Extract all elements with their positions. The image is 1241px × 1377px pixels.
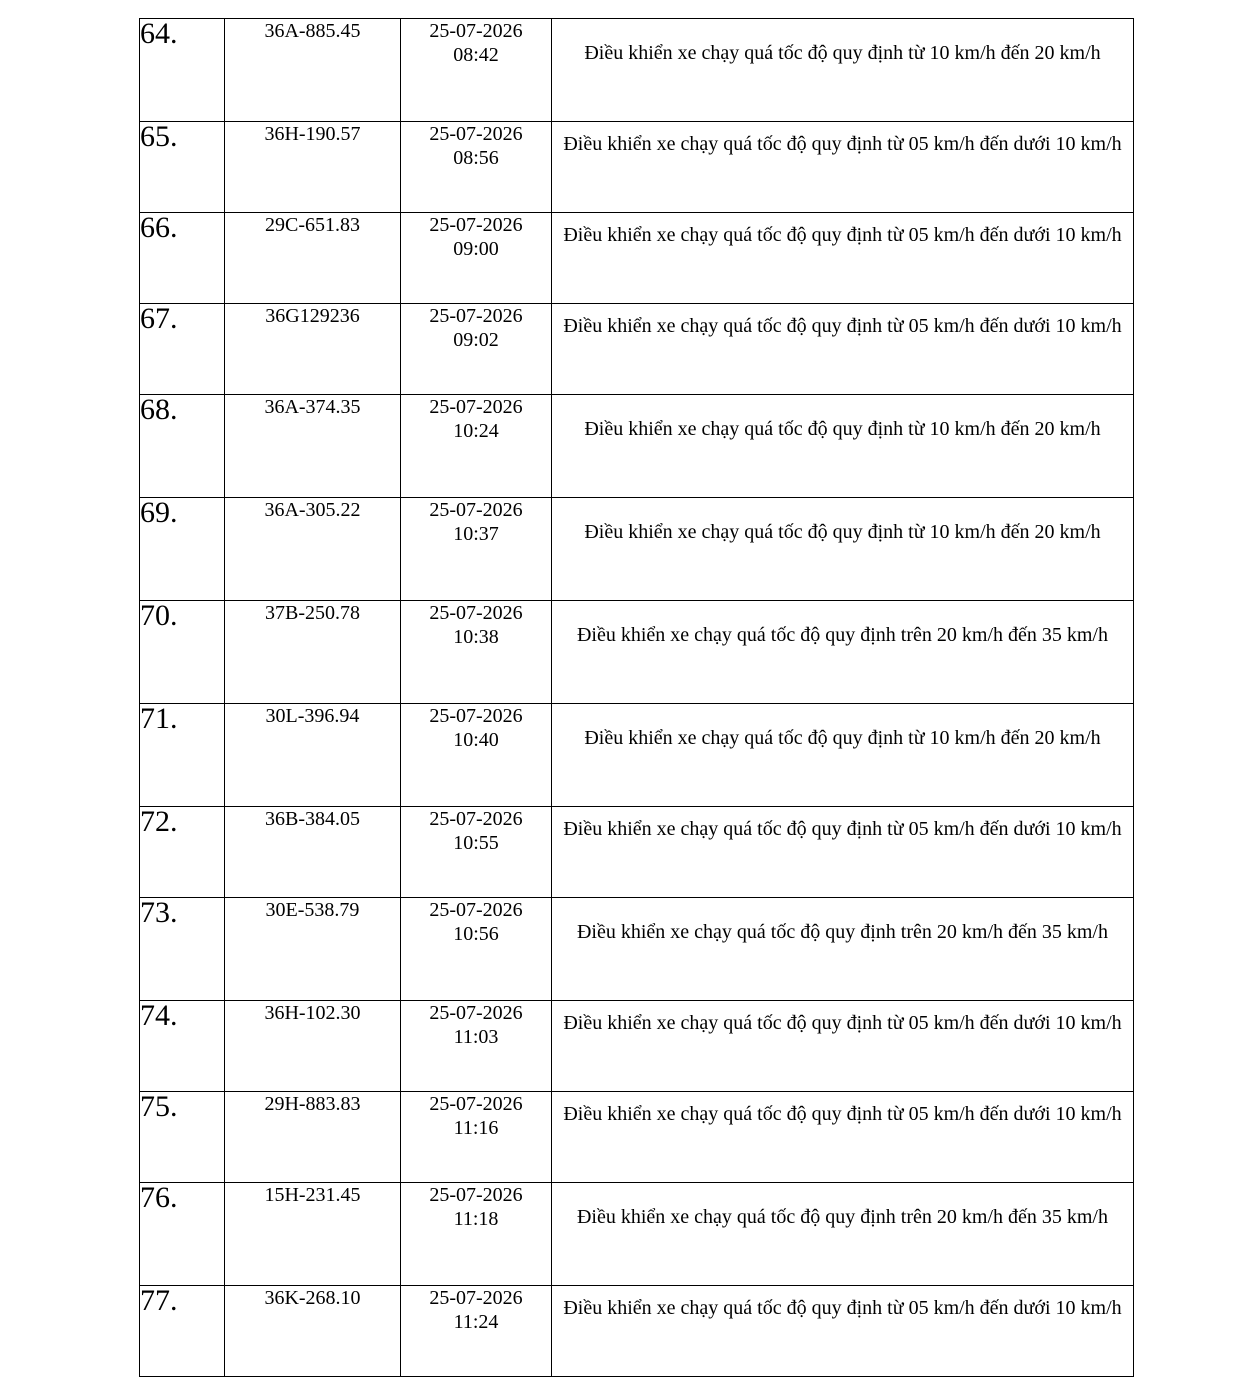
table-row [140,601,1134,704]
violation-date: 25-07-2026 [429,1002,523,1024]
violation-date: 25-07-2026 [429,602,523,624]
violation-date: 25-07-2026 [429,899,523,921]
table-row [140,1286,1134,1377]
violation-time: 09:00 [453,238,499,260]
violation-datetime [401,122,552,213]
row-number: 73. [140,898,225,1001]
violation-date: 25-07-2026 [429,1093,523,1115]
license-plate: 36A-374.35 [225,395,401,498]
violation-date: 25-07-2026 [429,396,523,418]
table-row [140,122,1134,213]
row-number: 75. [140,1092,225,1183]
row-number: 77. [140,1286,225,1377]
violation-time: 10:55 [453,832,499,854]
row-number: 71. [140,704,225,807]
license-plate: 29C-651.83 [225,213,401,304]
table-row [140,395,1134,498]
violation-description: Điều khiển xe chạy quá tốc độ quy định từ 10 km/h đến 20 km/h [552,395,1134,498]
license-plate: 36B-384.05 [225,807,401,898]
violations-table [139,18,1134,1377]
violation-time: 10:56 [453,923,499,945]
violation-description: Điều khiển xe chạy quá tốc độ quy định trên 20 km/h đến 35 km/h [552,898,1134,1001]
violation-datetime [401,213,552,304]
violation-time: 11:24 [453,1311,499,1333]
violation-datetime [401,19,552,122]
license-plate: 36A-885.45 [225,19,401,122]
violation-time: 10:37 [453,523,499,545]
violation-description: Điều khiển xe chạy quá tốc độ quy định từ 10 km/h đến 20 km/h [552,19,1134,122]
row-number: 65. [140,122,225,213]
violation-date: 25-07-2026 [429,214,523,236]
row-number: 76. [140,1183,225,1286]
license-plate: 15H-231.45 [225,1183,401,1286]
violation-description: Điều khiển xe chạy quá tốc độ quy định từ 10 km/h đến 20 km/h [552,498,1134,601]
license-plate: 29H-883.83 [225,1092,401,1183]
violation-datetime [401,898,552,1001]
violation-datetime [401,1001,552,1092]
row-number: 74. [140,1001,225,1092]
violation-date: 25-07-2026 [429,1184,523,1206]
violation-date: 25-07-2026 [429,808,523,830]
license-plate: 30L-396.94 [225,704,401,807]
license-plate: 36H-190.57 [225,122,401,213]
license-plate: 36K-268.10 [225,1286,401,1377]
violation-time: 10:24 [453,420,499,442]
violation-description: Điều khiển xe chạy quá tốc độ quy định từ 05 km/h đến dưới 10 km/h [552,807,1134,898]
row-number: 68. [140,395,225,498]
table-row [140,1183,1134,1286]
violation-datetime [401,1183,552,1286]
table-row [140,1001,1134,1092]
violation-time: 11:18 [453,1208,499,1230]
violation-datetime [401,807,552,898]
violation-date: 25-07-2026 [429,705,523,727]
violation-date: 25-07-2026 [429,1287,523,1309]
violation-time: 08:42 [453,44,499,66]
table-row [140,213,1134,304]
violation-time: 11:03 [453,1026,499,1048]
violation-description: Điều khiển xe chạy quá tốc độ quy định từ 05 km/h đến dưới 10 km/h [552,304,1134,395]
violation-datetime [401,704,552,807]
violation-description: Điều khiển xe chạy quá tốc độ quy định từ 05 km/h đến dưới 10 km/h [552,122,1134,213]
table-row [140,898,1134,1001]
violation-description: Điều khiển xe chạy quá tốc độ quy định từ 05 km/h đến dưới 10 km/h [552,1286,1134,1377]
table-row [140,304,1134,395]
violation-time: 09:02 [453,329,499,351]
violation-datetime [401,395,552,498]
table-row [140,704,1134,807]
violations-table-body [140,19,1134,1377]
license-plate: 36H-102.30 [225,1001,401,1092]
violation-date: 25-07-2026 [429,20,523,42]
violation-date: 25-07-2026 [429,499,523,521]
row-number: 66. [140,213,225,304]
table-row [140,1092,1134,1183]
row-number: 72. [140,807,225,898]
violation-description: Điều khiển xe chạy quá tốc độ quy định trên 20 km/h đến 35 km/h [552,601,1134,704]
violation-time: 11:16 [453,1117,499,1139]
violation-description: Điều khiển xe chạy quá tốc độ quy định từ 05 km/h đến dưới 10 km/h [552,1001,1134,1092]
violation-datetime [401,1092,552,1183]
violation-time: 10:40 [453,729,499,751]
table-row [140,498,1134,601]
table-row [140,807,1134,898]
table-row [140,19,1134,122]
license-plate: 36G129236 [225,304,401,395]
violation-datetime [401,601,552,704]
row-number: 70. [140,601,225,704]
license-plate: 37B-250.78 [225,601,401,704]
violation-time: 08:56 [453,147,499,169]
violation-time: 10:38 [453,626,499,648]
row-number: 67. [140,304,225,395]
license-plate: 36A-305.22 [225,498,401,601]
violation-date: 25-07-2026 [429,305,523,327]
row-number: 69. [140,498,225,601]
violation-date: 25-07-2026 [429,123,523,145]
violation-description: Điều khiển xe chạy quá tốc độ quy định từ 05 km/h đến dưới 10 km/h [552,213,1134,304]
violation-datetime [401,304,552,395]
violation-datetime [401,1286,552,1377]
license-plate: 30E-538.79 [225,898,401,1001]
violation-description: Điều khiển xe chạy quá tốc độ quy định từ 05 km/h đến dưới 10 km/h [552,1092,1134,1183]
row-number: 64. [140,19,225,122]
violation-datetime [401,498,552,601]
violation-description: Điều khiển xe chạy quá tốc độ quy định từ 10 km/h đến 20 km/h [552,704,1134,807]
violation-description: Điều khiển xe chạy quá tốc độ quy định trên 20 km/h đến 35 km/h [552,1183,1134,1286]
